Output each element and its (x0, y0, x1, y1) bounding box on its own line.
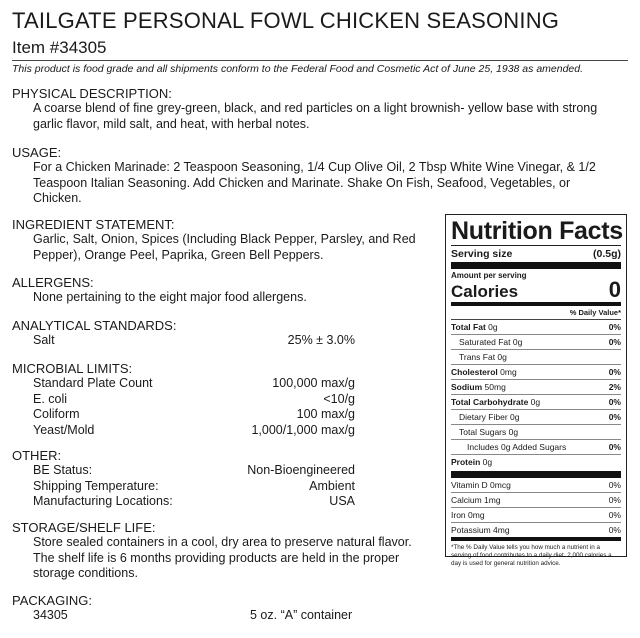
calories-value: 0 (608, 277, 621, 302)
physical-description-heading: PHYSICAL DESCRIPTION: (12, 86, 172, 101)
storage-text (12, 535, 432, 582)
other-label: Shipping Temperature: (33, 478, 159, 493)
nutrient-label: Potassium 4mg (451, 525, 510, 535)
nutrient-dv: 0% (608, 397, 621, 407)
microbial-value: 100 max/g (296, 407, 355, 421)
nutrient-label: Total Carbohydrate (451, 397, 529, 407)
item-number: Item #34305 (12, 38, 107, 57)
ingredient-text (12, 232, 432, 263)
ingredient-line: Garlic, Salt, Onion, Spices (Including Black Pepper, Parsley, and Red (33, 232, 416, 246)
nutrient-dv: 0% (608, 495, 621, 505)
microbial-value: <10/g (323, 391, 355, 406)
microbial-value: 1,000/1,000 max/g (251, 422, 355, 437)
other-label: BE Status: (33, 463, 93, 477)
nutrient-dv: 0% (608, 367, 621, 377)
nutrient-row-potassium (451, 523, 621, 541)
usage-section (12, 145, 612, 207)
other-row (12, 463, 355, 479)
nutrient-dv: 0% (608, 442, 621, 452)
nutrient-row-cholesterol (451, 365, 621, 380)
allergens-heading: ALLERGENS: (12, 275, 94, 290)
product-title: TAILGATE PERSONAL FOWL CHICKEN SEASONING (12, 8, 560, 33)
nutrition-facts-panel (445, 214, 627, 567)
storage-line: Store sealed containers in a cool, dry area to preserve natural flavor. (33, 535, 412, 549)
other-label: Manufacturing Locations: (33, 494, 173, 508)
nutrient-row-sugars (451, 425, 621, 440)
nutrient-dv: 0% (608, 480, 621, 490)
microbial-row (12, 423, 355, 439)
other-row (12, 479, 355, 495)
nutrient-label: Cholesterol (451, 367, 498, 377)
microbial-row (12, 376, 355, 392)
ingredient-heading: INGREDIENT STATEMENT: (12, 217, 175, 232)
nutrient-label: Total Sugars 0g (459, 427, 519, 437)
allergens-text: None pertaining to the eight major food allergens. (33, 290, 307, 304)
nutrient-row-saturated-fat (451, 335, 621, 350)
nutrient-label: Protein (451, 457, 481, 467)
nutrient-label: Vitamin D 0mcg (451, 480, 511, 490)
conformity-statement: This product is food grade and all shipments conform to the Federal Food and Cosmetic Act of June 25, 1938 as amended. (12, 60, 628, 75)
usage-line: For a Chicken Marinade: 2 Teaspoon Seasoning, 1/4 Cup Olive Oil, 2 Tbsp White Wine Vinegar, & 1/2 (33, 160, 596, 174)
nutrient-dv: 0% (608, 525, 621, 535)
physical-description-text (12, 101, 612, 132)
nutrient-amount: 0g (482, 457, 493, 467)
usage-line: Teaspoon Italian Seasoning. Add Chicken and Marinate. Shake On Fish, Seafood, Vegetables, or (33, 175, 571, 190)
nutrient-dv: 2% (608, 382, 621, 392)
microbial-label: Coliform (33, 407, 80, 421)
packaging-section (12, 593, 432, 624)
calories-row (451, 277, 621, 306)
daily-value-footnote: *The % Daily Value tells you how much a nutrient in a serving of food contributes to a daily diet. 2,000 calories a day is used for general nutrition advice. (451, 544, 612, 567)
other-section (12, 448, 355, 510)
nutrient-label: Iron 0mg (451, 510, 485, 520)
nutrient-dv: 0% (608, 510, 621, 520)
physical-description-section (12, 86, 612, 132)
nutrient-label: Includes 0g Added Sugars (467, 442, 567, 452)
ingredient-line: Pepper), Orange Peel, Paprika, Green Bell Peppers. (33, 247, 324, 262)
nutrient-label: Saturated Fat 0g (459, 337, 523, 347)
nutrient-amount: 0mg (500, 367, 517, 377)
usage-text (12, 160, 612, 207)
other-value: Non-Bioengineered (247, 463, 355, 477)
nutrient-row-carbohydrate (451, 395, 621, 410)
daily-value-header: % Daily Value* (451, 306, 621, 320)
nutrient-row-iron (451, 508, 621, 523)
other-row (12, 494, 355, 510)
nutrient-row-protein (451, 455, 621, 478)
storage-line: storage conditions. (33, 566, 138, 580)
nutrient-dv: 0% (608, 322, 621, 332)
analytical-label: Salt (33, 333, 55, 347)
packaging-code: 34305 (33, 608, 68, 622)
storage-heading: STORAGE/SHELF LIFE: (12, 520, 156, 535)
usage-line: Chicken. (33, 191, 82, 205)
storage-line: The shelf life is 6 months providing products are held in the proper (33, 550, 400, 565)
microbial-section (12, 361, 355, 438)
nutrient-amount: 0g (530, 397, 541, 407)
amount-per-serving: Amount per serving (451, 271, 527, 280)
analytical-row (12, 333, 355, 349)
usage-heading: USAGE: (12, 145, 62, 160)
calories-label: Calories (451, 282, 519, 301)
storage-section (12, 520, 432, 582)
analytical-heading: ANALYTICAL STANDARDS: (12, 318, 177, 333)
serving-size-label: Serving size (451, 248, 513, 260)
microbial-heading: MICROBIAL LIMITS: (12, 361, 133, 376)
nutrient-row-trans-fat (451, 350, 621, 365)
microbial-label: Standard Plate Count (33, 376, 153, 390)
nutrition-facts-title: Nutrition Facts (451, 217, 623, 245)
nutrient-label: Calcium 1mg (451, 495, 501, 505)
microbial-value: 100,000 max/g (272, 376, 355, 390)
packaging-heading: PACKAGING: (12, 593, 92, 608)
physical-description-line: A coarse blend of fine grey-green, black, and red particles on a light brownish- yellow base with strong (33, 101, 598, 115)
nutrient-row-total-fat (451, 320, 621, 335)
nutrient-label: Sodium (451, 382, 483, 392)
nutrient-row-sodium (451, 380, 621, 395)
nutrient-row-fiber (451, 410, 621, 425)
packaging-row (12, 608, 432, 624)
microbial-label: E. coli (33, 391, 68, 406)
nutrient-dv: 0% (608, 337, 621, 347)
microbial-label: Yeast/Mold (33, 422, 95, 437)
physical-description-line: garlic flavor, mild salt, and heat, with herbal notes. (33, 116, 310, 131)
allergens-section (12, 275, 432, 306)
nutrient-label: Trans Fat 0g (459, 352, 507, 362)
microbial-row (12, 392, 355, 408)
other-value: USA (329, 494, 355, 508)
serving-size-row (451, 246, 621, 269)
analytical-section (12, 318, 355, 349)
nutrient-amount: 50mg (484, 382, 506, 392)
serving-size-value: (0.5g) (592, 248, 621, 260)
nutrient-row-added-sugars (451, 440, 621, 455)
packaging-container: 5 oz. “A” container (250, 608, 353, 622)
nutrient-row-calcium (451, 493, 621, 508)
other-heading: OTHER: (12, 448, 62, 463)
microbial-row (12, 407, 355, 423)
analytical-value: 25% ± 3.0% (287, 333, 355, 347)
other-value: Ambient (309, 478, 355, 493)
nutrient-amount: 0g (488, 322, 498, 332)
nutrient-label: Total Fat (451, 322, 486, 332)
nutrient-label: Dietary Fiber 0g (459, 412, 520, 422)
nutrient-row-vitamin-d (451, 478, 621, 493)
nutrient-dv: 0% (608, 412, 621, 422)
ingredient-section (12, 217, 432, 263)
